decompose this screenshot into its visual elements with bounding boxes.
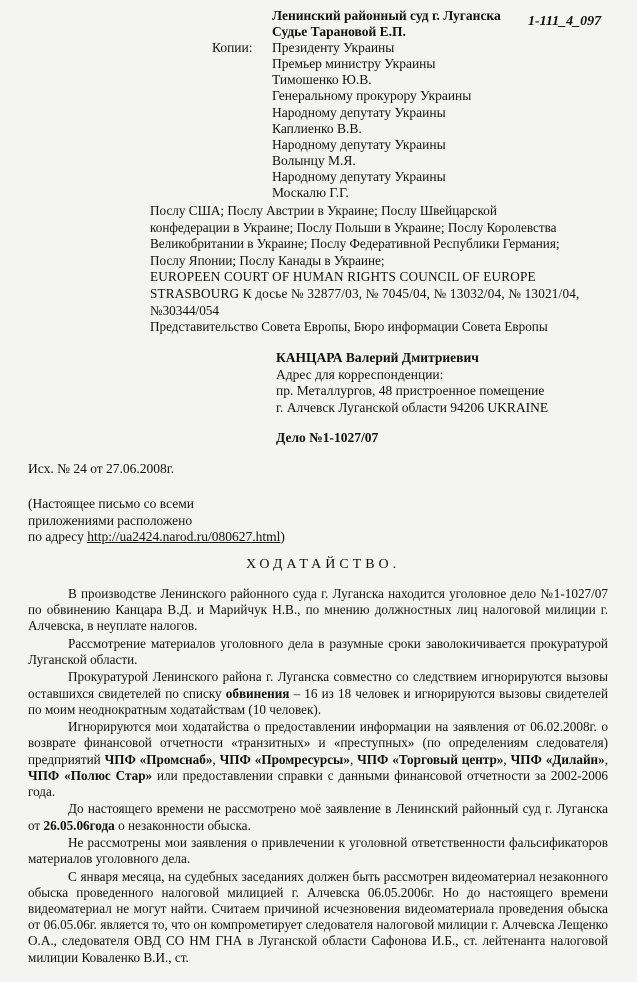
ambassadors-line: Послу США; Послу Австрии в Украине; Послу Швейцарской [150,203,497,218]
case-number: Дело №1-1027/07 [276,430,379,445]
copy-recipient: Генеральному прокурору Украины [272,88,472,104]
addressee-court: Ленинский районный суд г. Луганска [272,8,501,23]
body-paragraph: Игнорируются мои ходатайства о предоставлении информации на заявления от 06.02.2008г. о возврате финансовой отчетности «транзитных» и «преступных» (по определениям следователя) предприятий ЧПФ «Промснаб», ЧПФ «Промресурсы», ЧПФ «Торговый центр», ЧПФ «Дилайн», ЧПФ «Полюс Стар» или предоставлении справки с данными финансовой отчетности за 2002-2006 года. [28,719,609,799]
ambassadors-line: конфедерации в Украине; Послу Польши в Украине; Послу Королевства [150,219,557,235]
copy-recipient: Народному депутату Украины [272,168,446,184]
document-id: 1-111_4_097 [528,14,602,29]
body-paragraph: До настоящего времени не рассмотрено моё заявление в Ленинский районный суд г. Луганска от 26.05.06года о незаконности обыска. [28,801,608,833]
copies-label: Копии: [212,40,253,55]
copy-recipient: Волынцу М.Я. [272,152,356,168]
body-paragraph: С января месяца, на судебных заседаниях должен быть рассмотрен видеоматериал незаконного обыска проведенного налоговой милицией г. Алчевска 06.05.2006г. Но до настоящего времени видеоматериал не могут найти. Считаем причиной исчезновения видеоматериала проведения обыска от 06.05.06г. является то, что он компрометирует следователя налоговой милиции г. Алчевска Лещенко О.А., следователя ОВД СО НМ ГНА в Луганской области Сафонова И.Б., ст. лейтенанта налоговой милиции Коваленко В.И., ст. [28,868,608,965]
body-paragraph: Рассмотрение материалов уголовного дела в разумные сроки заволокичивается прокуратурой Луганской области. [28,635,608,667]
copy-recipient: Народному депутату Украины [272,136,446,152]
sender-address-line: пр. Металлургов, 48 пристроенное помещение [276,383,545,398]
web-copy-note [28,496,285,546]
note-prefix: по адресу [28,529,88,544]
copy-recipient: Каплиенко В.В. [272,120,362,136]
sender-address-label: Адрес для корреспонденции: [276,366,444,382]
ambassadors-block [150,203,580,336]
ambassadors-line: Великобритании в Украине; Послу Федеративной Республики Германия; [150,236,560,252]
sender-address-line: г. Алчевск Луганской области 94206 UKRAINE [276,399,549,415]
note-line: приложениями расположено [28,512,193,528]
body-paragraph: В производстве Ленинского районного суда г. Луганска находится уголовное дело №1-1027/07 по обвинению Канцара В.Д. и Марийчук Н.В., по мнению должностных лиц налоговой милиции г. Алчевска, в неуплате налогов. [28,586,608,634]
note-line [28,529,285,546]
ambassadors-line: Послу Японии; Послу Канады в Украине; [150,252,385,268]
addressee-judge: Судье Тарановой Е.П. [272,24,406,40]
copy-recipient: Москалю Г.Г. [272,185,349,201]
body-paragraph: Не рассмотрены мои заявления о привлечении к уголовной ответственности фальсификаторов материалов уголовного дела. [28,834,608,867]
copy-recipient: Народному депутату Украины [272,104,446,120]
document-title: ХОДАТАЙСТВО. [246,557,401,572]
council-office-line: Представительство Совета Европы, Бюро информации Совета Европы [150,319,548,335]
addressee-block [272,8,501,201]
note-url-link[interactable]: http://ua2424.narod.ru/080627.html [87,529,281,544]
document-body [28,586,608,966]
body-paragraph: Прокуратурой Ленинского района г. Луганска совместно со следствием игнорируются вызовы оставшихся свидетелей по списку обвинения – 16 из 18 человек и игнорируются вызовы свидетелей по моим неоднократным ходатайствам (10 человек). [28,669,609,717]
echr-dossier-line: STRASBOURG К досье № 32877/03, № 7045/04, № 13032/04, № 13021/04, [150,285,580,301]
copy-recipient: Премьер министру Украины [272,56,436,72]
copy-recipient: Президенту Украины [272,40,395,56]
sender-name: КАНЦАРА Валерий Дмитриевич [276,350,479,365]
echr-dossier-line: №30344/054 [150,302,219,318]
sender-block [276,350,548,416]
outgoing-reference: Исх. № 24 от 27.06.2008г. [28,461,175,476]
echr-line: EUROPEEN COURT OF HUMAN RIGHTS COUNCIL OF EUROPE [150,269,536,285]
copy-recipient: Тимошенко Ю.В. [272,72,372,88]
note-line: (Настоящее письмо со всеми [28,496,195,511]
copies-list [272,40,501,201]
note-suffix: ) [280,529,285,544]
